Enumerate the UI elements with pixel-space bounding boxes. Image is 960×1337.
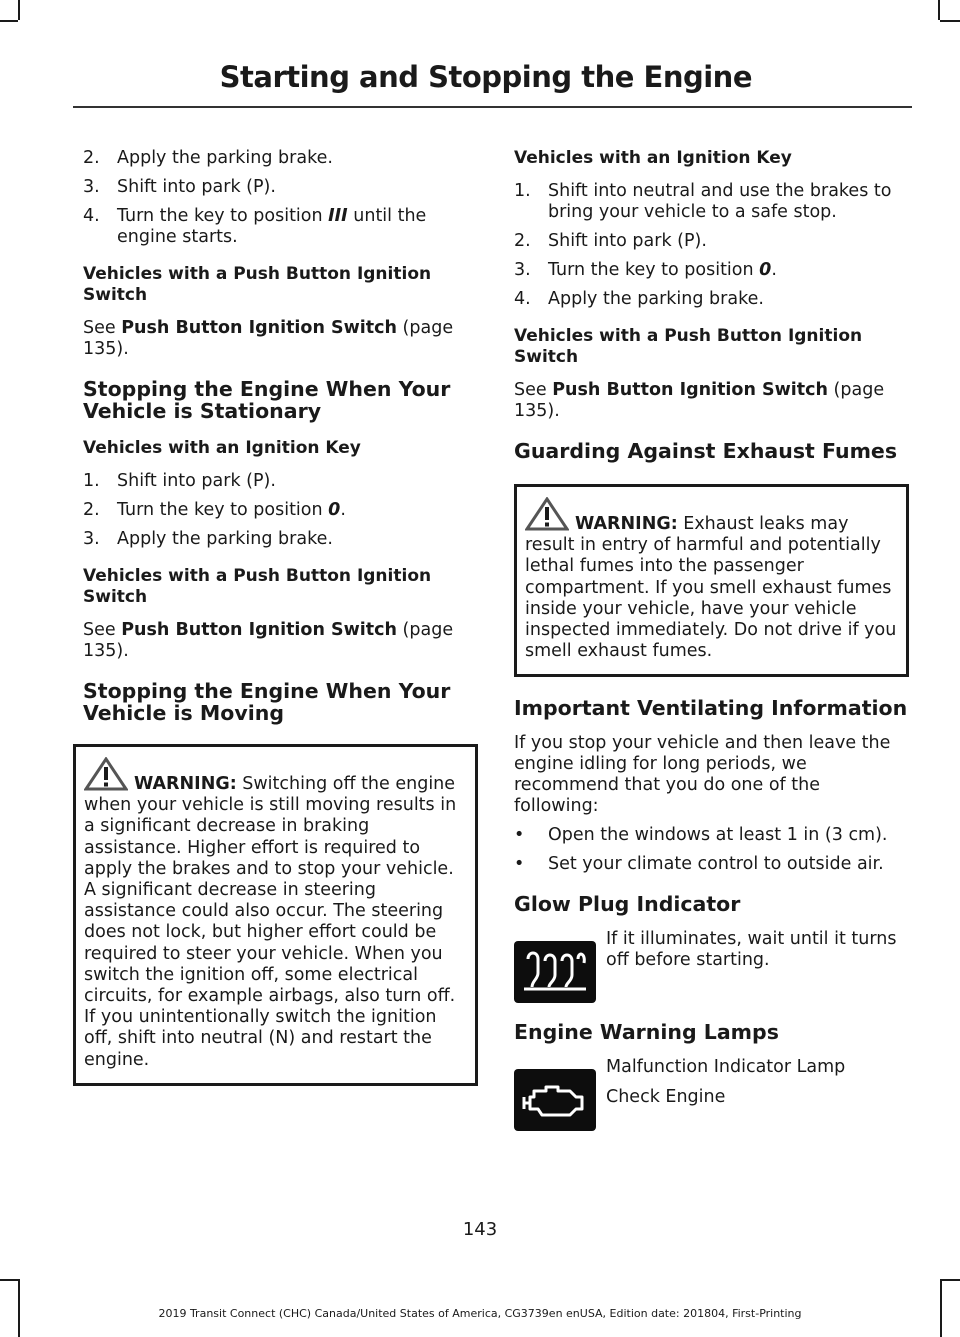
section-subheading: Vehicles with a Push Button Ignition Switch	[514, 326, 863, 367]
list-item: 4. Turn the key to position III until the engine starts.	[83, 206, 427, 247]
key-position: 0	[328, 500, 341, 520]
crop-mark	[18, 0, 20, 20]
crop-mark	[0, 1279, 18, 1281]
cross-reference: See Push Button Ignition Switch (page 135).	[83, 620, 454, 661]
list-item: • Set your climate control to outside air.	[514, 854, 884, 875]
warning-box: WARNING: Switching off the engine when your vehicle is still moving results in a significant decrease in braking assistance. Higher effort is required to apply the brakes and to stop your vehicle. A significant decrease in steering assistance could also occur. The steering does not lock, but higher effort could be required to steer your vehicle. When you switch the ignition off, some electrical circuits, for example airbags, also turn off. If you unintentionally switch the ignition off, shift into neutral (N) and restart the engine.	[73, 744, 478, 1086]
cross-reference: See Push Button Ignition Switch (page 135).	[83, 318, 454, 359]
list-item: 2. Apply the parking brake.	[83, 148, 333, 168]
list-item: 4. Apply the parking brake.	[514, 289, 764, 309]
crop-mark	[938, 0, 940, 20]
section-heading: Stopping the Engine When Your Vehicle is Moving	[83, 679, 451, 725]
section-subheading: Vehicles with a Push Button Ignition Switch	[83, 264, 432, 305]
section-heading: Engine Warning Lamps	[514, 1020, 779, 1045]
warning-triangle-icon	[525, 497, 569, 531]
warning-box: WARNING: Exhaust leaks may result in entry of harmful and potentially lethal fumes into the passenger compartment. If you smell exhaust fumes inside your vehicle, have your vehicle inspected immediately. Do not drive if you smell exhaust fumes.	[514, 484, 909, 677]
left-column	[83, 148, 478, 1086]
list-item: 3. Apply the parking brake.	[83, 529, 333, 549]
right-column	[514, 148, 909, 1133]
paragraph: If you stop your vehicle and then leave the engine idling for long periods, we recommend that you do one of the following:	[514, 733, 891, 817]
cross-reference-link[interactable]: Push Button Ignition Switch	[552, 380, 828, 400]
engine-warning-indicator: Malfunction Indicator Lamp Check Engine	[514, 1057, 909, 1127]
list-item: 1. Shift into park (P).	[83, 471, 276, 491]
page-footer: 2019 Transit Connect (CHC) Canada/United States of America, CG3739en enUSA, Edition date: 201804, First-Printing	[158, 1307, 802, 1320]
cross-reference-link[interactable]: Push Button Ignition Switch	[121, 318, 397, 338]
list-item: 3. Shift into park (P).	[83, 177, 276, 197]
key-position: III	[328, 206, 348, 226]
list-item: • Open the windows at least 1 in (3 cm).	[514, 825, 888, 846]
crop-mark	[940, 20, 960, 22]
glow-plug-icon	[514, 941, 596, 1003]
crop-mark	[942, 1279, 960, 1281]
section-heading: Guarding Against Exhaust Fumes	[514, 439, 898, 463]
section-heading: Glow Plug Indicator	[514, 892, 741, 917]
check-engine-icon	[514, 1069, 596, 1131]
list-item: 1. Shift into neutral and use the brakes to bring your vehicle to a safe stop.	[514, 181, 892, 222]
crop-mark	[0, 20, 18, 22]
section-subheading: Vehicles with a Push Button Ignition Switch	[83, 566, 432, 607]
list-item: 2. Turn the key to position 0.	[83, 500, 346, 520]
key-position: 0	[759, 260, 772, 280]
section-heading: Important Ventilating Information	[514, 696, 908, 721]
page-number: 143	[462, 1219, 498, 1240]
section-heading: Stopping the Engine When Your Vehicle is Stationary	[83, 377, 451, 423]
cross-reference-link[interactable]: Push Button Ignition Switch	[121, 620, 397, 640]
section-subheading: Vehicles with an Ignition Key	[83, 438, 361, 458]
header-divider	[73, 106, 912, 108]
glow-plug-indicator: If it illuminates, wait until it turns off before starting.	[514, 929, 909, 999]
page-header-title: Starting and Stopping the Engine	[219, 60, 752, 94]
cross-reference: See Push Button Ignition Switch (page 135).	[514, 380, 885, 421]
section-subheading: Vehicles with an Ignition Key	[514, 148, 792, 168]
list-item: 3. Turn the key to position 0.	[514, 260, 777, 280]
list-item: 2. Shift into park (P).	[514, 231, 707, 251]
warning-triangle-icon	[84, 757, 128, 791]
